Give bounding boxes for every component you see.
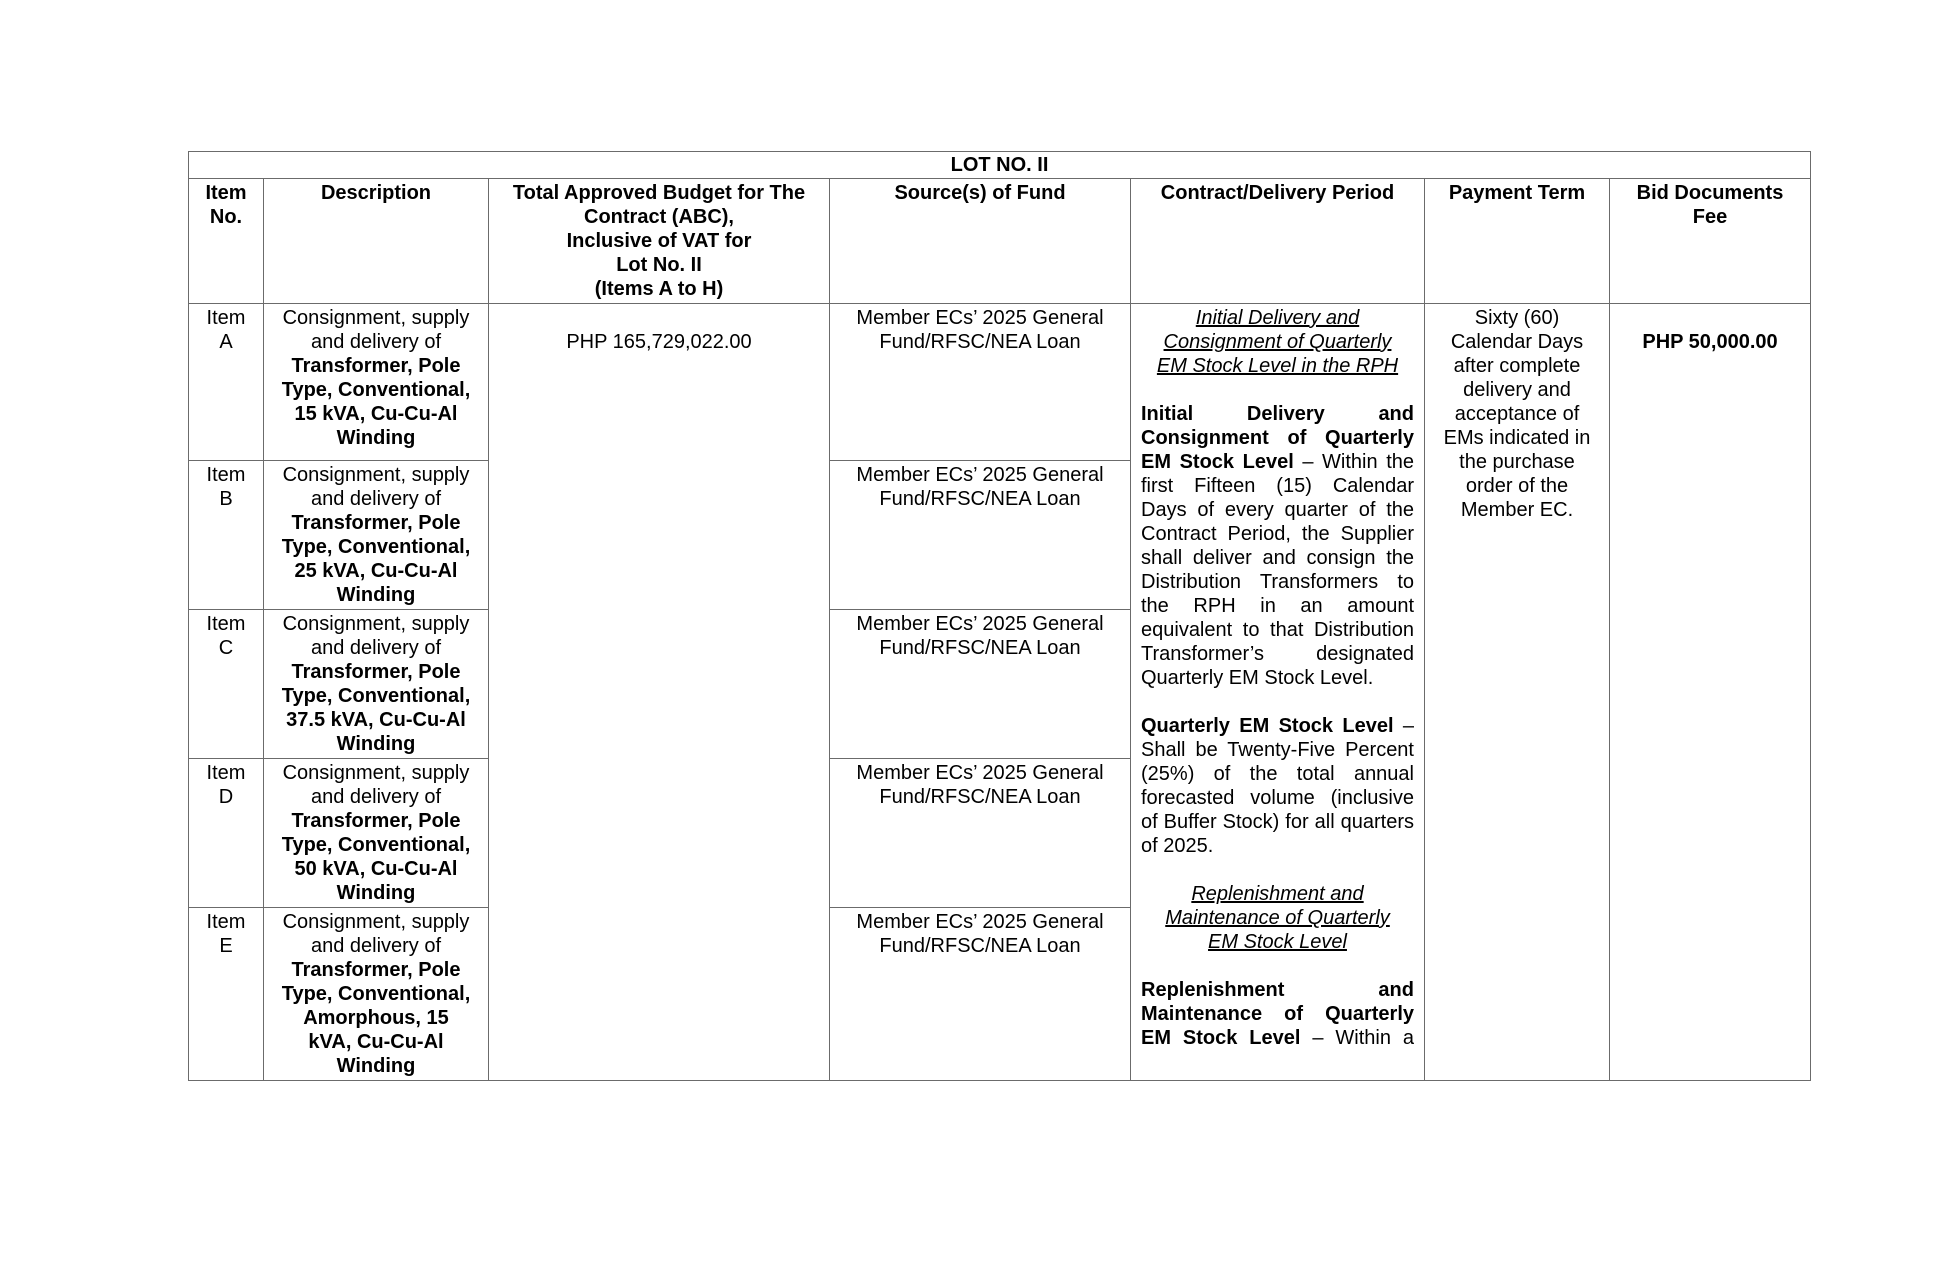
- delivery-heading-line: EM Stock Level in the RPH: [1156, 355, 1399, 377]
- bid-fee-value: PHP 50,000.00: [1642, 331, 1778, 353]
- description-bold: Type, Conventional,: [281, 685, 471, 707]
- source-line: Fund/RFSC/NEA Loan: [879, 935, 1081, 957]
- description-bold: Transformer, Pole: [291, 661, 461, 683]
- source-line: Fund/RFSC/NEA Loan: [879, 637, 1081, 659]
- payment-line: the purchase: [1459, 451, 1575, 473]
- item-no-cell: [189, 304, 264, 461]
- header-fee: [1610, 179, 1811, 304]
- lot-table-container: [188, 151, 1810, 1081]
- item-letter: D: [218, 786, 234, 808]
- spacer: [1141, 690, 1414, 714]
- payment-term-cell: [1425, 304, 1610, 1081]
- description-bold: Amorphous, 15: [303, 1007, 449, 1029]
- payment-line: Member EC.: [1460, 499, 1574, 521]
- spacer: [1141, 954, 1414, 978]
- description-cell: [264, 908, 489, 1081]
- source-line: Member ECs’ 2025 General: [856, 911, 1104, 933]
- description-bold: Transformer, Pole: [291, 959, 461, 981]
- source-line: Fund/RFSC/NEA Loan: [879, 488, 1081, 510]
- bid-fee-cell: [1610, 304, 1811, 1081]
- lot-title: LOT NO. II: [189, 152, 1811, 179]
- description-bold: Winding: [336, 427, 416, 449]
- delivery-heading-line: Consignment of Quarterly: [1163, 331, 1392, 353]
- description-cell: [264, 304, 489, 461]
- item-label: Item: [206, 762, 246, 784]
- description-plain: Consignment, supply: [282, 307, 470, 329]
- description-bold: Winding: [336, 584, 416, 606]
- item-no-cell: [189, 610, 264, 759]
- description-plain: and delivery of: [310, 488, 442, 510]
- spacer: [1141, 378, 1414, 402]
- header-abc-line: Lot No. II: [616, 254, 702, 276]
- item-label: Item: [206, 613, 246, 635]
- item-letter: A: [219, 331, 233, 353]
- description-plain: Consignment, supply: [282, 464, 470, 486]
- description-plain: and delivery of: [310, 331, 442, 353]
- source-line: Member ECs’ 2025 General: [856, 464, 1104, 486]
- description-plain: Consignment, supply: [282, 911, 470, 933]
- description-plain: and delivery of: [310, 637, 442, 659]
- source-line: Member ECs’ 2025 General: [856, 613, 1104, 635]
- spacer: [1141, 858, 1414, 882]
- item-letter: B: [219, 488, 233, 510]
- item-label: Item: [206, 911, 246, 933]
- delivery-paragraph-2-text: – Shall be Twenty-Five Percent (25%) of the total annual forecasted volume (inclusive of Buffer Stock) for all quarters of 2025.: [1141, 715, 1415, 857]
- payment-line: Sixty (60): [1474, 307, 1560, 329]
- header-period: Contract/Delivery Period: [1131, 179, 1425, 304]
- delivery-heading-1: [1141, 306, 1414, 378]
- description-cell: [264, 461, 489, 610]
- header-source: Source(s) of Fund: [830, 179, 1131, 304]
- payment-line: EMs indicated in: [1443, 427, 1591, 449]
- lot-table: [188, 151, 1811, 1081]
- abc-value: PHP 165,729,022.00: [566, 331, 752, 353]
- description-bold: Transformer, Pole: [291, 810, 461, 832]
- header-abc-line: Contract (ABC),: [584, 206, 734, 228]
- source-line: Member ECs’ 2025 General: [856, 307, 1104, 329]
- delivery-paragraph-1: [1141, 402, 1414, 690]
- delivery-paragraph-3-text: – Within a: [1300, 1027, 1414, 1049]
- description-bold: Type, Conventional,: [281, 834, 471, 856]
- header-item-no-line: Item: [205, 182, 247, 204]
- delivery-heading-2: [1141, 882, 1414, 954]
- description-bold: Transformer, Pole: [291, 512, 461, 534]
- description-bold: Type, Conventional,: [281, 379, 471, 401]
- delivery-paragraph-3: [1141, 978, 1414, 1050]
- header-abc-line: Total Approved Budget for The: [512, 182, 806, 204]
- description-bold: Transformer, Pole: [291, 355, 461, 377]
- header-item-no: [189, 179, 264, 304]
- description-cell: [264, 759, 489, 908]
- description-plain: Consignment, supply: [282, 613, 470, 635]
- description-plain: and delivery of: [310, 935, 442, 957]
- item-letter: E: [219, 935, 233, 957]
- description-bold: 50 kVA, Cu-Cu-Al: [294, 858, 458, 880]
- delivery-paragraph-3-bold: Replenishment and Maintenance of Quarterly EM Stock Level: [1141, 979, 1414, 1049]
- description-bold: 37.5 kVA, Cu-Cu-Al: [286, 709, 466, 731]
- delivery-heading-line: EM Stock Level: [1208, 931, 1347, 953]
- source-cell: [830, 610, 1131, 759]
- description-cell: [264, 610, 489, 759]
- description-bold: kVA, Cu-Cu-Al: [308, 1031, 444, 1053]
- source-cell: [830, 759, 1131, 908]
- source-line: Fund/RFSC/NEA Loan: [879, 331, 1081, 353]
- description-bold: 15 kVA, Cu-Cu-Al: [294, 403, 458, 425]
- delivery-heading-line: Maintenance of Quarterly: [1165, 907, 1390, 929]
- description-plain: Consignment, supply: [282, 762, 470, 784]
- table-row: [189, 304, 1811, 461]
- header-payment: Payment Term: [1425, 179, 1610, 304]
- description-bold: Type, Conventional,: [281, 983, 471, 1005]
- header-abc-line: (Items A to H): [594, 278, 724, 300]
- delivery-paragraph-1-text: – Within the first Fifteen (15) Calendar Days of every quarter of the Contract Period, the Supplier shall deliver and consign the Distribution Transformers to the RPH in an amount equivalent to that Distribution Transformer’s designated Quarterly EM Stock Level.: [1141, 451, 1414, 689]
- source-line: Member ECs’ 2025 General: [856, 762, 1104, 784]
- header-description: Description: [264, 179, 489, 304]
- abc-cell: [489, 304, 830, 1081]
- header-fee-line: Bid Documents: [1636, 182, 1784, 204]
- item-label: Item: [206, 307, 246, 329]
- item-no-cell: [189, 461, 264, 610]
- description-plain: and delivery of: [310, 786, 442, 808]
- description-bold: Winding: [336, 882, 416, 904]
- delivery-paragraph-2-bold: Quarterly EM Stock Level: [1141, 715, 1394, 737]
- payment-line: delivery and: [1463, 379, 1571, 401]
- item-letter: C: [218, 637, 234, 659]
- description-bold: Winding: [336, 733, 416, 755]
- source-cell: [830, 304, 1131, 461]
- description-bold: Winding: [336, 1055, 416, 1077]
- item-no-cell: [189, 759, 264, 908]
- delivery-period-cell: [1131, 304, 1425, 1081]
- header-abc: [489, 179, 830, 304]
- delivery-paragraph-1-bold: Initial Delivery and Consignment of Quarterly EM Stock Level: [1141, 403, 1414, 473]
- header-fee-line: Fee: [1692, 206, 1728, 228]
- header-abc-line: Inclusive of VAT for: [566, 230, 752, 252]
- source-line: Fund/RFSC/NEA Loan: [879, 786, 1081, 808]
- description-bold: Type, Conventional,: [281, 536, 471, 558]
- payment-line: after complete: [1453, 355, 1581, 377]
- header-item-no-line: No.: [209, 206, 243, 228]
- source-cell: [830, 461, 1131, 610]
- payment-line: order of the: [1465, 475, 1569, 497]
- delivery-paragraph-2: [1141, 714, 1414, 858]
- delivery-heading-line: Replenishment and: [1191, 883, 1364, 905]
- description-bold: 25 kVA, Cu-Cu-Al: [294, 560, 458, 582]
- item-no-cell: [189, 908, 264, 1081]
- payment-line: acceptance of: [1454, 403, 1580, 425]
- source-cell: [830, 908, 1131, 1081]
- payment-line: Calendar Days: [1450, 331, 1584, 353]
- delivery-heading-line: Initial Delivery and: [1195, 307, 1360, 329]
- item-label: Item: [206, 464, 246, 486]
